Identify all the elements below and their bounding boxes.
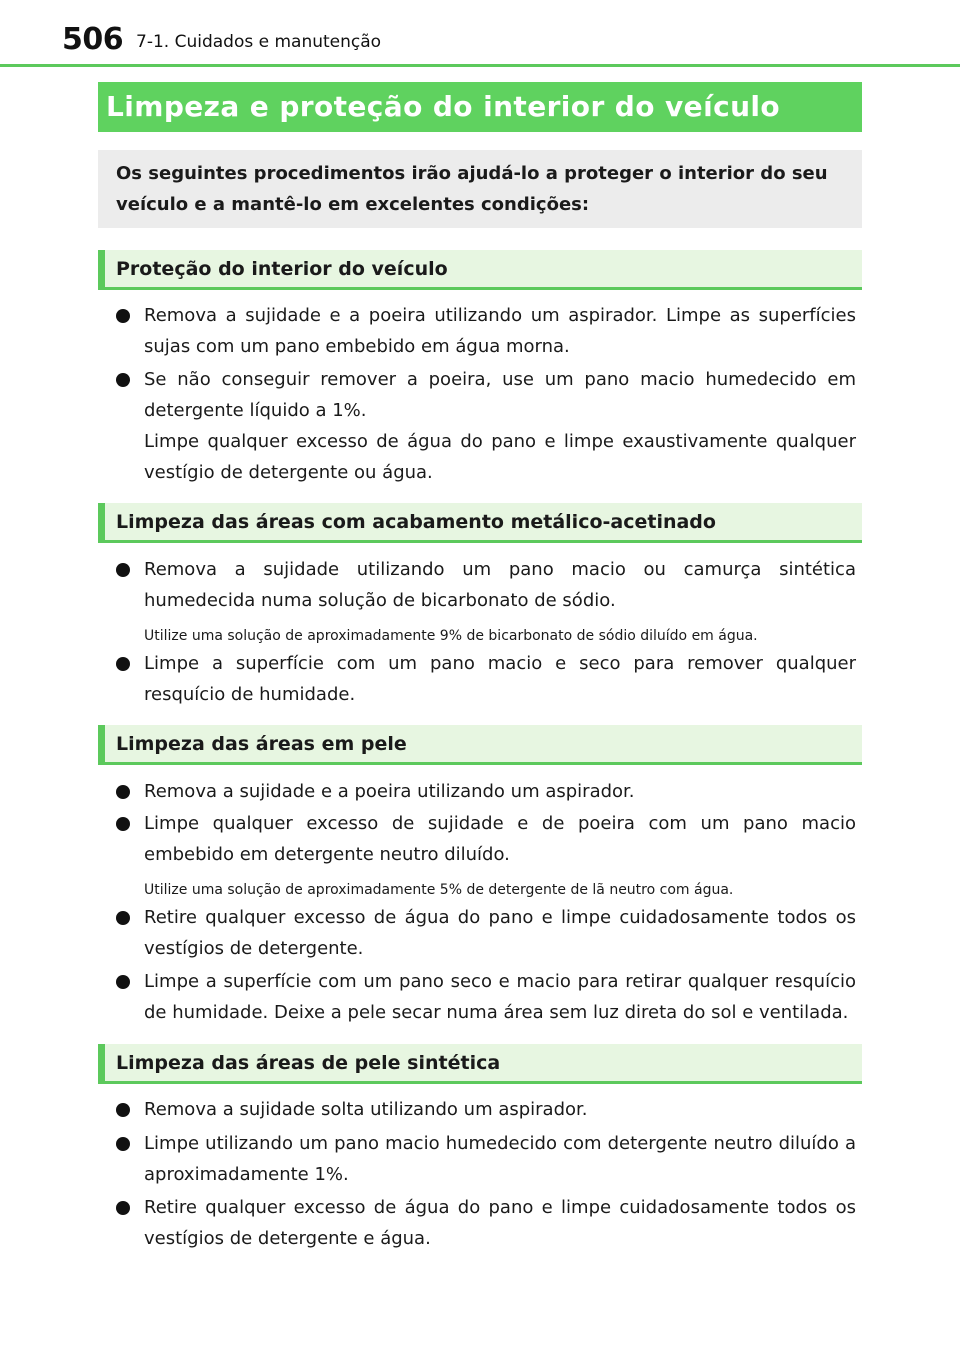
- header-divider: [0, 64, 960, 67]
- list-item: Limpe utilizando um pano macio humedecido com detergente neutro diluído a aproximadamente 1%.: [116, 1128, 856, 1190]
- list-item-continuation: Limpe qualquer excesso de água do pano e limpe exaustivamente qualquer vestígio de detergente ou água.: [144, 431, 856, 483]
- section-heading-leather: [98, 725, 862, 765]
- section-heading-protection: [98, 250, 862, 290]
- section-title: Limpeza das áreas em pele: [116, 733, 407, 755]
- bullet-icon: [116, 785, 130, 799]
- page-title-bar: [98, 82, 862, 132]
- bullet-icon: [116, 1137, 130, 1151]
- note-text: Utilize uma solução de aproximadamente 9% de bicarbonato de sódio diluído em água.: [144, 628, 758, 644]
- section-heading-satin-metal: [98, 503, 862, 543]
- list-item: Se não conseguir remover a poeira, use um pano macio humedecido em detergente líquido a 1%.: [116, 364, 856, 426]
- section-title: Limpeza das áreas com acabamento metálico-acetinado: [116, 511, 716, 533]
- bullet-icon: [116, 817, 130, 831]
- list-item: Retire qualquer excesso de água do pano e limpe cuidadosamente todos os vestígios de detergente.: [116, 902, 856, 964]
- section-title: Limpeza das áreas de pele sintética: [116, 1052, 501, 1074]
- bullet-icon: [116, 975, 130, 989]
- bullet-icon: [116, 911, 130, 925]
- section-title: Proteção do interior do veículo: [116, 258, 448, 280]
- list-item: Remova a sujidade e a poeira utilizando um aspirador. Limpe as superfícies sujas com um pano embebido em água morna.: [116, 300, 856, 362]
- list-item: Limpe qualquer excesso de sujidade e de poeira com um pano macio embebido em detergente neutro diluído.: [116, 808, 856, 870]
- bullet-icon: [116, 1201, 130, 1215]
- section-heading-synthetic-leather: [98, 1044, 862, 1084]
- bullet-icon: [116, 309, 130, 323]
- intro-text: Os seguintes procedimentos irão ajudá-lo a proteger o interior do seu veículo e a mantê-lo em excelentes condições:: [116, 163, 828, 215]
- bullet-icon: [116, 563, 130, 577]
- chapter-label: 7-1. Cuidados e manutenção: [136, 32, 382, 52]
- bullet-icon: [116, 373, 130, 387]
- page-title: Limpeza e proteção do interior do veículo: [106, 90, 781, 123]
- list-item: Remova a sujidade utilizando um pano macio ou camurça sintética humedecida numa solução de bicarbonato de sódio.: [116, 554, 856, 616]
- bullet-icon: [116, 657, 130, 671]
- intro-box: [98, 150, 862, 228]
- list-item: Retire qualquer excesso de água do pano e limpe cuidadosamente todos os vestígios de detergente e água.: [116, 1192, 856, 1254]
- bullet-icon: [116, 1103, 130, 1117]
- note-text: Utilize uma solução de aproximadamente 5% de detergente de lã neutro com água.: [144, 882, 734, 898]
- list-item: Limpe a superfície com um pano macio e seco para remover qualquer resquício de humidade.: [116, 648, 856, 710]
- page-number: 506: [62, 22, 124, 57]
- list-item: Remova a sujidade e a poeira utilizando um aspirador.: [116, 776, 856, 807]
- list-item: Remova a sujidade solta utilizando um aspirador.: [116, 1094, 856, 1125]
- list-item: Limpe a superfície com um pano seco e macio para retirar qualquer resquício de humidade. Deixe a pele secar numa área sem luz direta do sol e ventilada.: [116, 966, 856, 1028]
